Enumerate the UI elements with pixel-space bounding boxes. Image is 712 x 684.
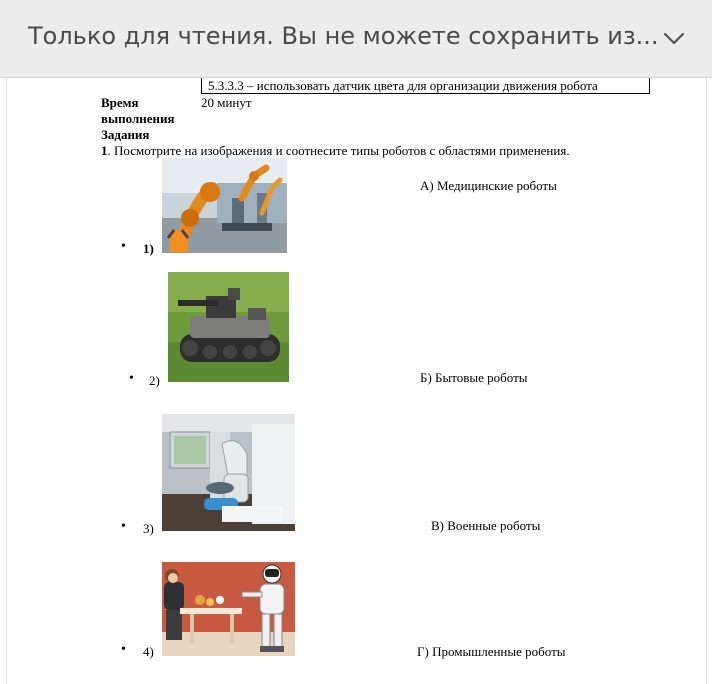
page-left-edge [6, 78, 7, 684]
document-page [0, 78, 712, 684]
answer-option: Б) Бытовые роботы [420, 370, 528, 385]
answer-option: А) Медицинские роботы [420, 178, 557, 193]
medical-robot-photo [162, 414, 295, 531]
list-bullet: • [121, 239, 126, 254]
objective-cell [201, 78, 650, 94]
objective-text: 5.3.3.3 – использовать датчик цвета для организации движения робота [208, 78, 598, 93]
item-number: 4) [143, 644, 154, 659]
chevron-down-icon[interactable] [660, 24, 688, 52]
task-text: . Посмотрите на изображения и соотнесите типы роботов с областями применения. [107, 143, 570, 158]
task-instruction [101, 143, 570, 159]
item-number: 2) [149, 373, 160, 388]
answer-option: Г) Промышленные роботы [417, 644, 566, 659]
page-right-edge [706, 78, 707, 684]
item-number: 3) [143, 521, 154, 536]
read-only-banner [0, 0, 712, 78]
task-number: 1 [101, 143, 108, 158]
answer-option: В) Военные роботы [431, 518, 541, 533]
list-bullet: • [129, 371, 134, 386]
item-number: 1) [143, 241, 154, 256]
industrial-robot-arm-photo [162, 158, 287, 253]
read-only-message: Только для чтения. Вы не можете сохранить из... [28, 22, 659, 50]
time-label: Время выполнения Задания [101, 95, 175, 142]
household-humanoid-robot-photo [162, 562, 295, 656]
list-bullet: • [121, 642, 126, 657]
time-value: 20 минут [201, 95, 252, 110]
list-bullet: • [121, 519, 126, 534]
military-robot-tank-photo [168, 272, 289, 382]
